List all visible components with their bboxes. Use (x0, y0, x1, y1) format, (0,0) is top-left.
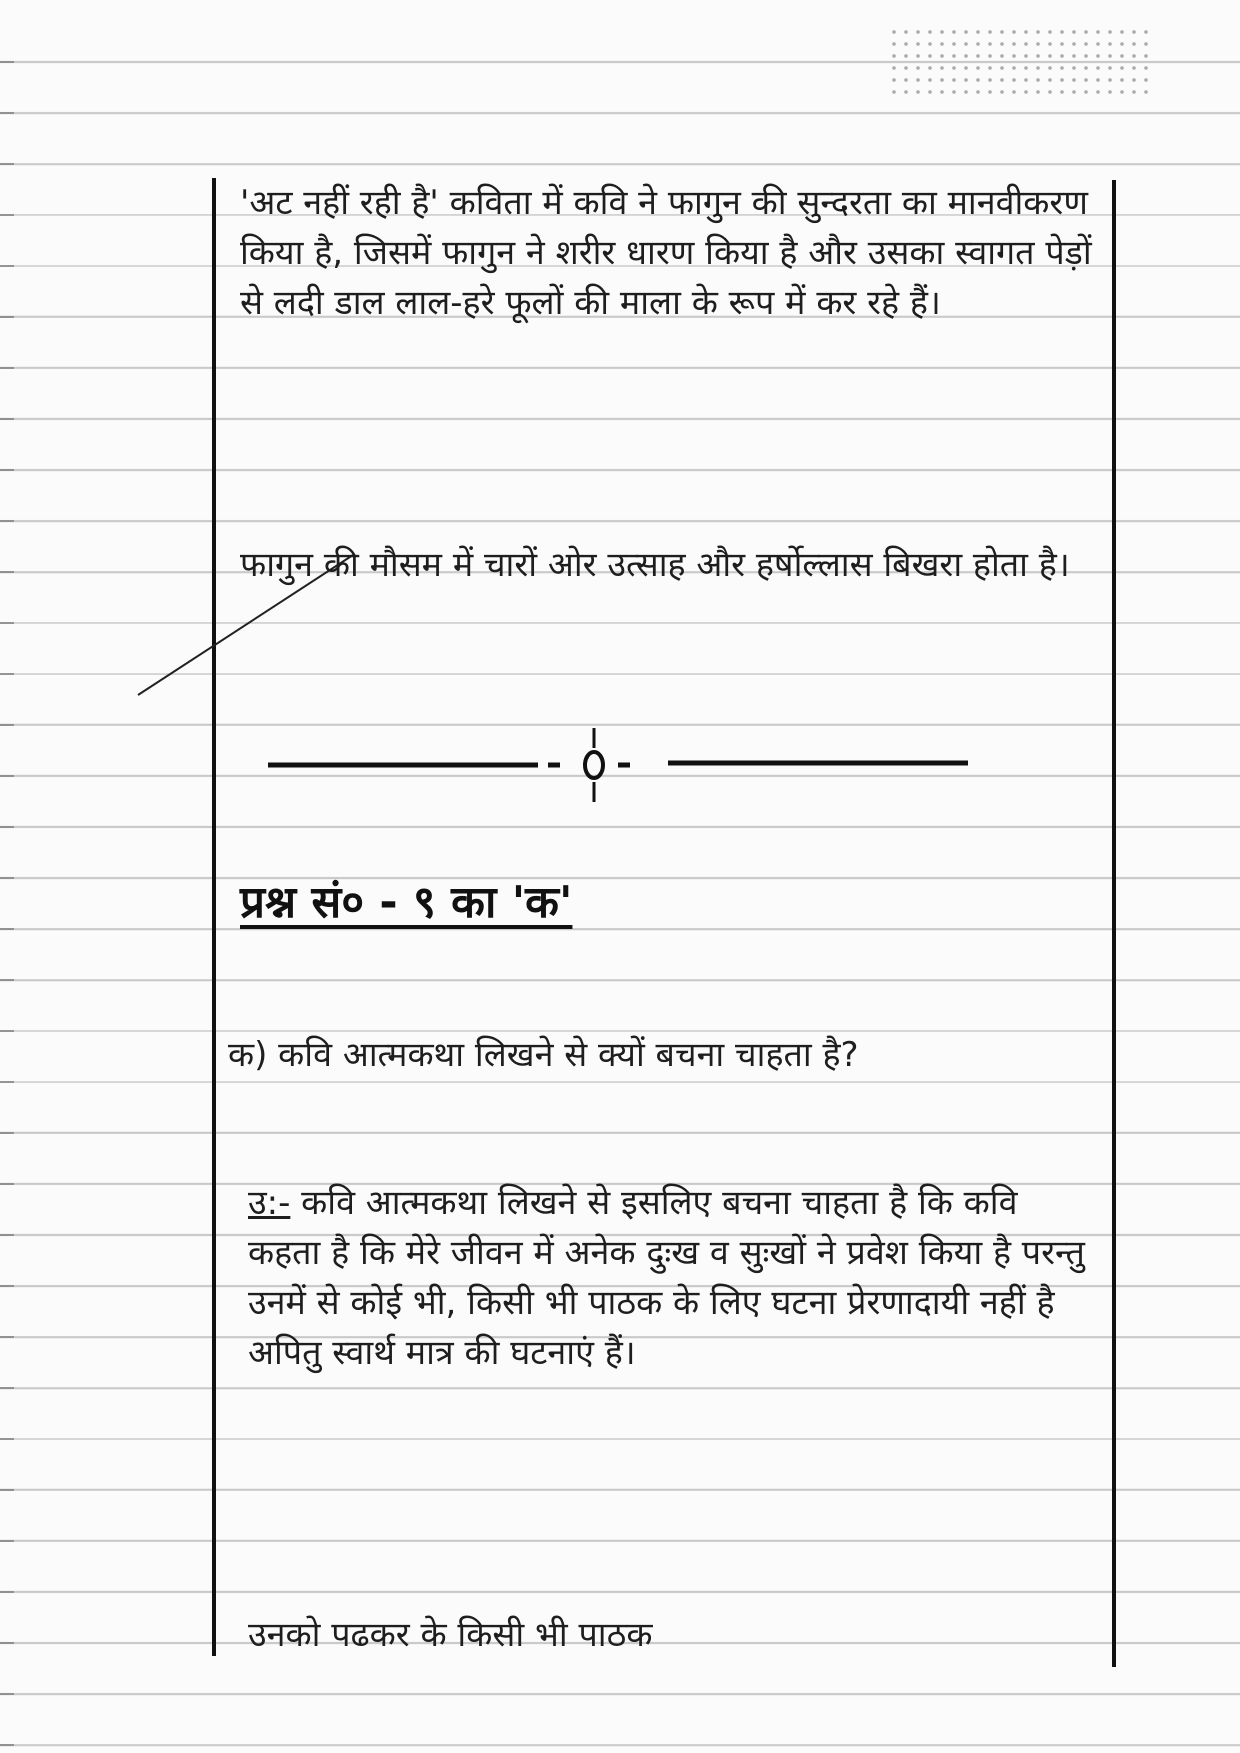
page-edge-ticks (0, 0, 14, 1753)
right-margin-line (1112, 180, 1116, 1667)
paragraph-personification: 'अट नहीं रही है' कविता में कवि ने फागुन की सुन्दरता का मानवीकरण किया है, जिसमें फागुन ने शरीर धारण किया है और उसका स्वागत पेड़ों से लदी डाल लाल-हरे फूलों की माला के रूप में कर रहे हैं। (240, 183, 1103, 323)
answer-paragraph (248, 1178, 1098, 1378)
question-heading: प्रश्न सं० - ९ का 'क' (240, 877, 573, 928)
left-margin-line (212, 178, 216, 1656)
question-text: क) कवि आत्मकथा लिखने से क्यों बचना चाहता है? (228, 1035, 859, 1075)
perforation-dots (888, 26, 1148, 98)
paragraph-fagun-season: फागुन की मौसम में चारों ओर उत्साह और हर्षोल्लास बिखरा होता है। (240, 545, 1070, 585)
section-divider (258, 718, 978, 808)
answer-text: कवि आत्मकथा लिखने से इसलिए बचना चाहता है कि कवि कहता है कि मेरे जीवन में अनेक दुःख व सुःखों ने प्रवेश किया है परन्तु उनमें से कोई भी, किसी भी पाठक के लिए घटना प्रेरणादायी नहीं है अपितु स्वार्थ मात्र की घटनाएं हैं। (248, 1183, 1085, 1373)
paragraph-continuation: उनको पढकर के किसी भी पाठक (248, 1615, 653, 1655)
handwritten-content (228, 170, 1103, 1670)
answer-label: उ:- (248, 1183, 291, 1223)
